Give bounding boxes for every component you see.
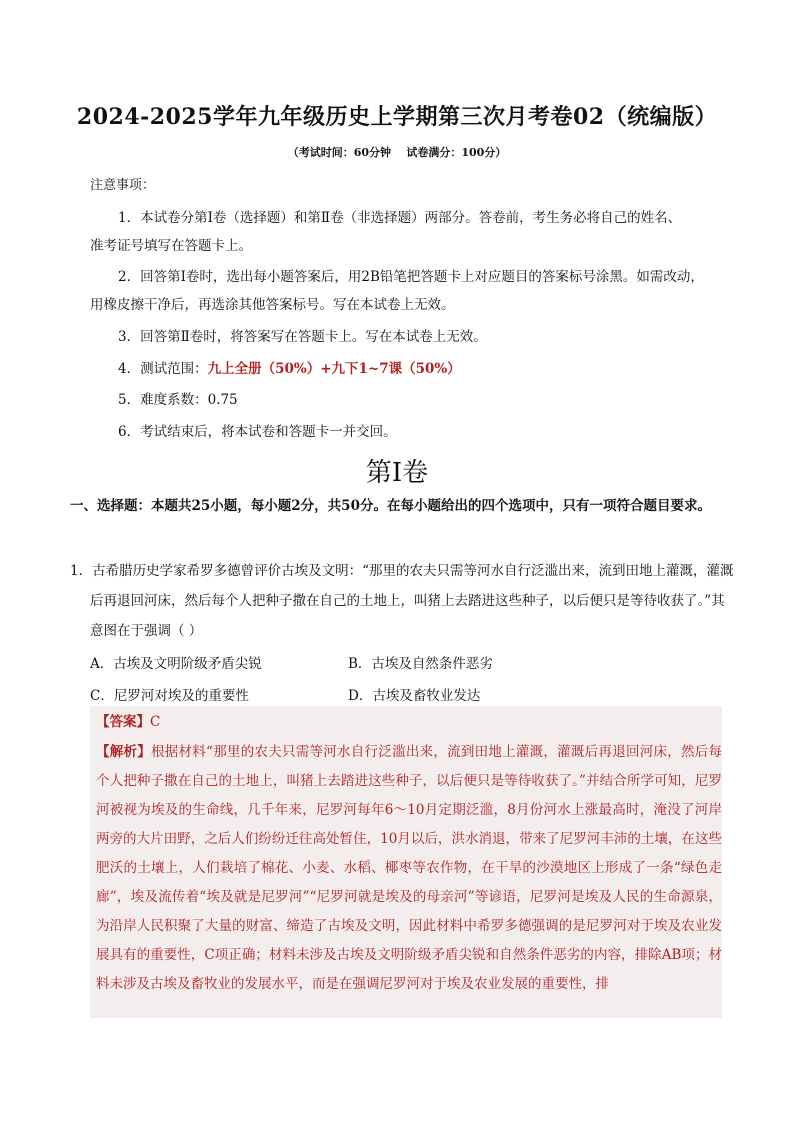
- notice-line: 用橡皮擦干净后，再选涂其他答案标号。写在本试卷上无效。: [90, 297, 455, 313]
- option-a: A．古埃及文明阶级矛盾尖锐: [90, 656, 262, 672]
- answer-panel: [90, 706, 722, 1018]
- option-c: C．尼罗河对埃及的重要性: [90, 688, 249, 704]
- notice-item-1: [90, 204, 730, 260]
- notice-item-6: [90, 418, 730, 446]
- question-text: 1．古希腊历史学家希罗多德曾评价古埃及文明：“那里的农夫只需等河水自行泛滥出来，流到田地上灌溉，灌溉后再退回河床，然后每个人把种子撒在自己的土地上，叫猪上去踏进这些种子，以后便只是等待收获了。”其意图在于强调（ ）: [70, 563, 734, 639]
- exam-subtitle: （考试时间：60分钟 试卷满分：100分）: [287, 146, 507, 159]
- answer-label: 【答案】: [96, 714, 150, 730]
- exam-title: 2024-2025学年九年级历史上学期第三次月考卷02（统编版）: [76, 104, 718, 130]
- notice-item-3: [90, 323, 730, 351]
- notice-line: 3．回答第Ⅱ卷时，将答案写在答题卡上。写在本试卷上无效。: [118, 329, 487, 345]
- answer-value: C: [150, 714, 161, 730]
- notice-line: [90, 355, 730, 383]
- notice-item-2: [90, 263, 730, 319]
- analysis-label: 【解析】: [96, 744, 152, 760]
- notice-line: 准考证号填写在答题卡上。: [90, 238, 252, 254]
- notice-line: 6．考试结束后，将本试卷和答题卡一并交回。: [118, 424, 397, 440]
- option-d: D．古埃及畜牧业发达: [348, 688, 481, 704]
- analysis-text: 根据材料“那里的农夫只需等河水自行泛滥出来，流到田地上灌溉，灌溉后再退回河床，然后每个人把种子撒在自己的土地上，叫猪上去踏进这些种子，以后便只是等待收获了。”并结合所学可知，尼罗河被视为埃及的生命线，几千年来，尼罗河每年6～10月定期泛滥，8月份河水上涨最高时，淹没了河岸两旁的大片田野，之后人们纷纷迁往高处暂住，10月以后，洪水消退，带来了尼罗河丰沛的土壤，在这些肥沃的土壤上，人们栽培了棉花、小麦、水稻、椰枣等农作物，在干旱的沙漠地区上形成了一条“绿色走廊”，埃及流传着“埃及就是尼罗河”“尼罗河就是埃及的母亲河”等谚语，尼罗河是埃及人民的生命源泉，为沿岸人民积聚了大量的财富、缔造了古埃及文明，因此材料中希罗多德强调的是尼罗河对于埃及农业发展具有的重要性，C项正确；材料未涉及古埃及文明阶级矛盾尖锐和自然条件恶劣的内容，排除AB项；材料未涉及古埃及畜牧业的发展水平，而是在强调尼罗河对于埃及农业发展的重要性，排: [96, 744, 722, 992]
- notice-line: 1．本试卷分第Ⅰ卷（选择题）和第Ⅱ卷（非选择题）两部分。答卷前，考生务必将自己的姓名、: [118, 210, 682, 226]
- scope-label: 4．测试范围：: [118, 361, 208, 377]
- notice-line: 5．难度系数：0.75: [118, 392, 238, 408]
- volume-title: 第Ⅰ卷: [365, 458, 429, 488]
- question-1: [70, 556, 735, 646]
- notice-item-5: [90, 386, 730, 414]
- option-b: B．古埃及自然条件恶劣: [348, 656, 493, 672]
- scope-highlight: 九上全册（50%）+九下1~7课（50%）: [207, 361, 461, 377]
- analysis-block: [96, 738, 722, 999]
- notice-item-4: [90, 355, 730, 383]
- notice-line: 2．回答第Ⅰ卷时，选出每小题答案后，用2B铅笔把答题卡上对应题目的答案标号涂黑。如需改动，: [118, 269, 704, 285]
- answer-line: [96, 710, 160, 730]
- section-heading: 一、选择题：本题共25小题，每小题2分，共50分。在每小题给出的四个选项中，只有一项符合题目要求。: [70, 498, 711, 514]
- notice-heading: 注意事项：: [90, 178, 156, 193]
